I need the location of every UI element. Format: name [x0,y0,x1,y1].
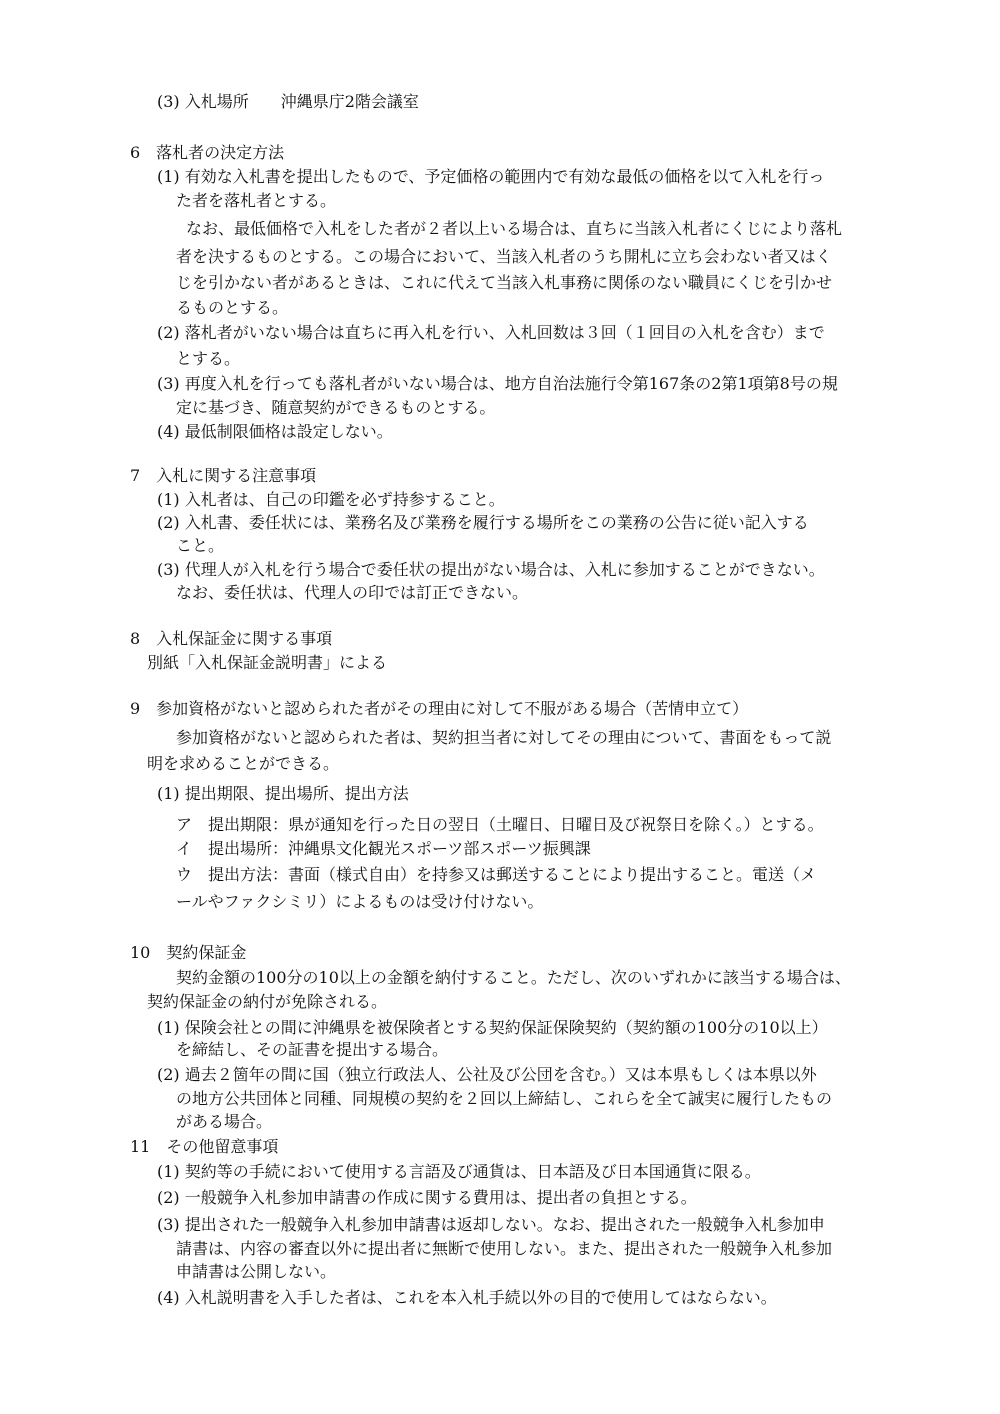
section-7-heading: 7 入札に関する注意事項 [130,466,317,485]
section-8-heading: 8 入札保証金に関する事項 [130,629,333,648]
text-line: 定に基づき、随意契約ができるものとする。 [176,398,496,417]
text-line: 明を求めることができる。 [147,754,340,773]
section-9-heading: 9 参加資格がないと認められた者がその理由に対して不服がある場合（苦情申立て） [130,699,749,718]
text-line: (2) 過去２箇年の間に国（独立行政法人、公社及び公団を含む。）又は本県もしくは本県以外 [157,1065,817,1084]
text-line: なお、最低価格で入札をした者が２者以上いる場合は、直ちに当該入札者にくじにより落札 [186,219,843,238]
text-line: た者を落札者とする。 [176,191,337,210]
text-line: (4) 最低制限価格は設定しない。 [157,422,393,441]
section-6-heading: 6 落札者の決定方法 [130,143,285,162]
text-line: イ 提出場所：沖縄県文化観光スポーツ部スポーツ振興課 [176,839,591,858]
text-line: (4) 入札説明書を入手した者は、これを本入札手続以外の目的で使用してはならない。 [157,1288,777,1307]
text-line: とする。 [176,349,241,368]
text-line: ウ 提出方法：書面（様式自由）を持参又は郵送することにより提出すること。電送（メ [176,865,817,884]
text-line: がある場合。 [176,1112,273,1131]
text-line: ールやファクシミリ）によるものは受け付けない。 [176,892,544,911]
section-11-heading: 11 その他留意事項 [130,1137,279,1156]
text-line: の地方公共団体と同種、同規模の契約を２回以上締結し、これらを全て誠実に履行したもの [176,1089,833,1108]
text-line: 者を決するものとする。この場合において、当該入札者のうち開札に立ち会わない者又はく [176,247,832,266]
section-10-heading: 10 契約保証金 [130,943,247,962]
text-line: 契約保証金の納付が免除される。 [147,992,388,1011]
text-line: (1) 保険会社との間に沖縄県を被保険者とする契約保証保険契約（契約額の100分の10以上） [157,1018,828,1037]
text-line: (2) 落札者がいない場合は直ちに再入札を行い、入札回数は３回（１回目の入札を含む）まで [157,323,825,342]
text-line: (2) 入札書、委任状には、業務名及び業務を履行する場所をこの業務の公告に従い記入する [157,513,809,532]
text-line: (1) 有効な入札書を提出したもので、予定価格の範囲内で有効な最低の価格を以て入札を行っ [157,167,825,186]
text-line: (1) 提出期限、提出場所、提出方法 [157,784,409,803]
text-line: なお、委任状は、代理人の印では訂正できない。 [176,583,529,602]
text-line: るものとする。 [176,298,289,317]
text-line: (1) 入札者は、自己の印鑑を必ず持参すること。 [157,490,505,509]
text-line: こと。 [176,536,225,555]
text-line: (2) 一般競争入札参加申請書の作成に関する費用は、提出者の負担とする。 [157,1188,697,1207]
text-line: (1) 契約等の手続において使用する言語及び通貨は、日本語及び日本国通貨に限る。 [157,1162,761,1181]
text-line: 契約金額の100分の10以上の金額を納付すること。ただし、次のいずれかに該当する場合は、 [176,968,851,987]
text-line: じを引かない者があるときは、これに代えて当該入札事務に関係のない職員にくじを引かせ [176,273,833,292]
text-line: (3) 提出された一般競争入札参加申請書は返却しない。なお、提出された一般競争入札参加申 [157,1215,825,1234]
text-line: 別紙「入札保証金説明書」による [147,653,388,672]
item-bid-location: (3) 入札場所 沖縄県庁2階会議室 [157,92,419,111]
text-line: (3) 再度入札を行っても落札者がいない場合は、地方自治法施行令第167条の2第1項第8号の規 [157,374,838,393]
text-line: 申請書は公開しない。 [176,1262,337,1281]
text-line: ア 提出期限：県が通知を行った日の翌日（土曜日、日曜日及び祝祭日を除く。）とする。 [176,815,824,834]
text-line: 参加資格がないと認められた者は、契約担当者に対してその理由について、書面をもって説 [176,728,832,747]
text-line: (3) 代理人が入札を行う場合で委任状の提出がない場合は、入札に参加することができない。 [157,560,825,579]
text-line: を締結し、その証書を提出する場合。 [176,1040,449,1059]
text-line: 請書は、内容の審査以外に提出者に無断で使用しない。また、提出された一般競争入札参加 [176,1239,833,1258]
